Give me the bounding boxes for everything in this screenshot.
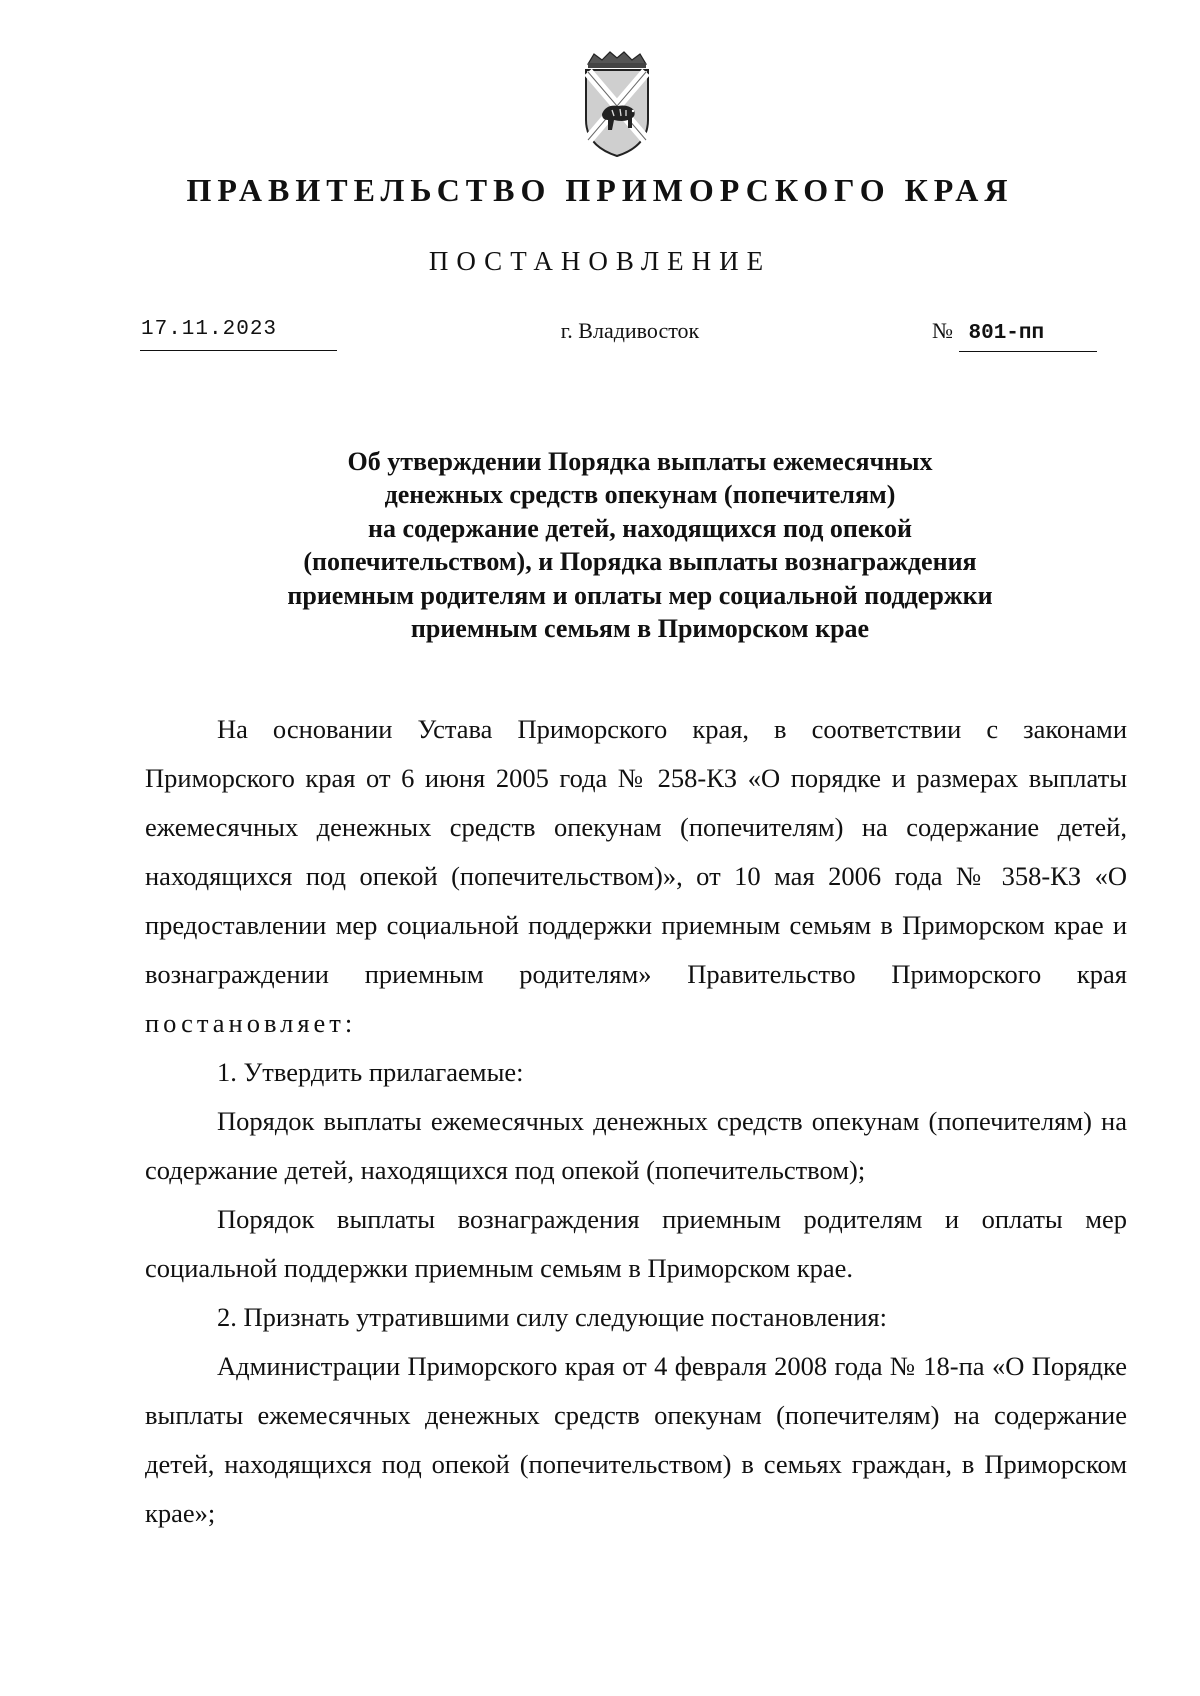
heading-line: приемным родителям и оплаты мер социальной поддержки — [287, 580, 993, 610]
heading-line: денежных средств опекунам (попечителям) — [384, 480, 896, 510]
heading-line: Об утверждении Порядка выплаты ежемесячных — [347, 447, 933, 476]
item-1-b: Порядок выплаты вознаграждения приемным родителям и оплаты мер социальной поддержки приемным семьям в Приморском крае. — [145, 1204, 1127, 1283]
item-2: 2. Признать утратившими силу следующие постановления: — [217, 1302, 887, 1332]
heading-line: (попечительством), и Порядка выплаты вознаграждения — [303, 547, 977, 577]
number-value: 801-пп — [959, 322, 1097, 352]
document-heading — [160, 445, 1120, 645]
document-city: г. Владивосток — [560, 318, 700, 343]
government-title: ПРАВИТЕЛЬСТВО ПРИМОРСКОГО КРАЯ — [186, 172, 1014, 208]
document-type: ПОСТАНОВЛЕНИЕ — [428, 246, 772, 276]
document-number — [932, 318, 1097, 350]
preamble-tail: Правительство Приморского края — [687, 959, 1127, 989]
preamble-paragraph — [145, 705, 1127, 1048]
primorsky-krai-coat-of-arms-icon — [578, 50, 656, 160]
item-1-a: Порядок выплаты ежемесячных денежных средств опекунам (попечителям) на содержание детей, находящихся под опекой (попечительством); — [145, 1106, 1127, 1185]
heading-line: на содержание детей, находящихся под опекой — [367, 513, 913, 543]
heading-line: приемным семьям в Приморском крае — [410, 614, 870, 644]
number-sign: № — [932, 318, 953, 343]
item-2-a: Администрации Приморского края от 4 февраля 2008 года № 18-па «О Порядке выплаты ежемесячных денежных средств опекунам (попечителям) на содержание детей, находящихся под опекой (попечительством) в семьях граждан, в Приморском крае»; — [145, 1351, 1127, 1528]
document-body — [145, 705, 1127, 1538]
document-date: 17.11.2023 — [140, 318, 337, 351]
decree-word: постановляет: — [145, 1008, 357, 1038]
item-1: 1. Утвердить прилагаемые: — [217, 1057, 524, 1087]
preamble-text: На основании Устава Приморского края, в соответствии с законами Приморского края от 6 июня 2005 года № 258-КЗ «О порядке и размерах выплаты ежемесячных денежных средств опекунам (попечителям) на содержание детей, находящихся под опекой (попечительством)», от 10 мая 2006 года № 358-КЗ «О предоставлении мер социальной поддержки приемным семьям в Приморском крае и вознаграждении приемным родителям» — [145, 714, 1127, 989]
